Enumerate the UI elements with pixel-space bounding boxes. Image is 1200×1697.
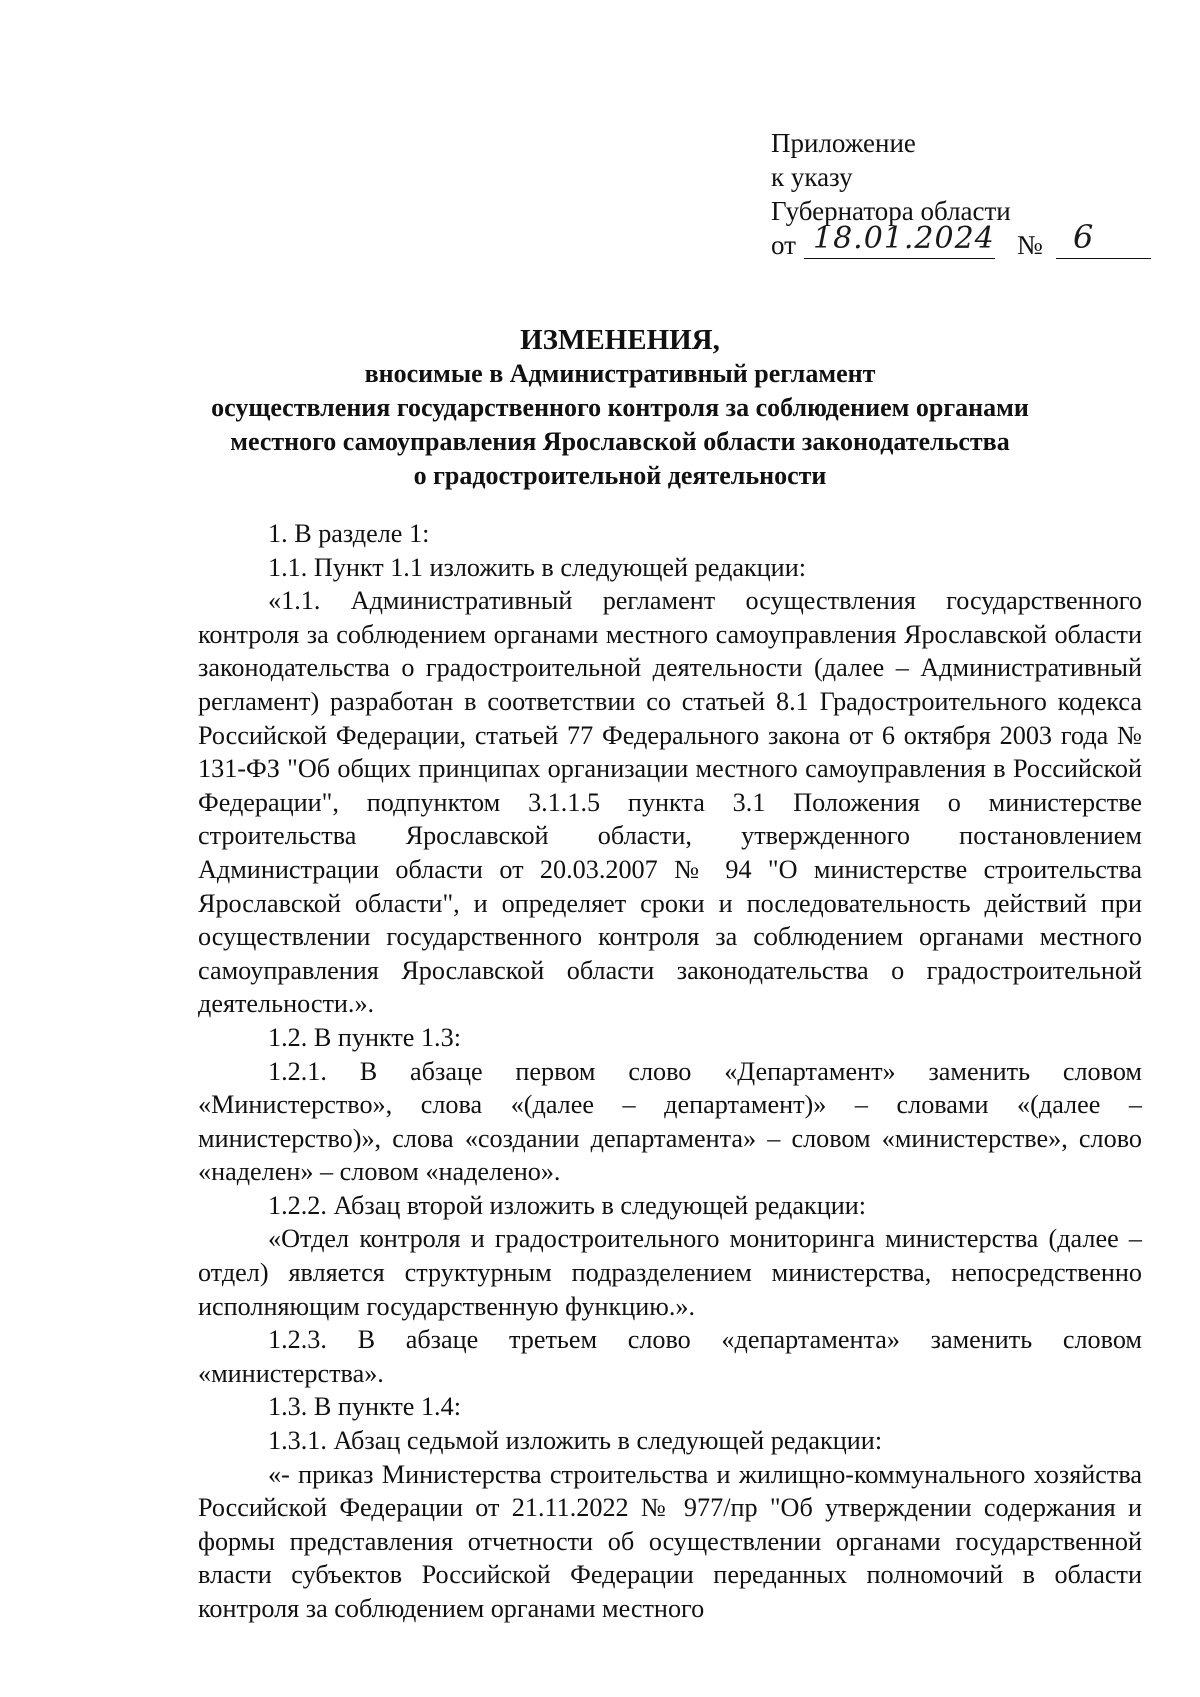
- appendix-date-number-row: [771, 218, 1151, 262]
- title-line-3: местного самоуправления Ярославской области законодательства: [230, 427, 1010, 456]
- appendix-block: [771, 126, 1151, 262]
- title-line-4: о градостроительной деятельности: [413, 461, 827, 490]
- paragraph-1-3-1-text: «- приказ Министерства строительства и жилищно-коммунального хозяйства Российской Федерации от 21.11.2022 № 977/пр "Об утверждении содержания и формы представления отчетности об осуществлении органами государственной власти субъектов Российской Федерации переданных полномочий в области контроля за соблюдением органами местного: [198, 1459, 1142, 1623]
- paragraph-1-1-text: «1.1. Административный регламент осуществления государственного контроля за соблюдением органами местного самоуправления Ярославской области законодательства о градостроительной деятельности (далее – Административный регламент) разработан в соответствии со статьей 8.1 Градостроительного кодекса Российской Федерации, статьей 77 Федерального закона от 6 октября 2003 года № 131-ФЗ "Об общих принципах организации местного самоуправления в Российской Федерации", подпунктом 3.1.1.5 пункта 3.1 Положения о министерстве строительства Ярославской области, утвержденного постановлением Администрации области от 20.03.2007 № 94 "О министерстве строительства Ярославской области", и определяет сроки и последовательность действий при осуществлении государственного контроля за соблюдением органами местного самоуправления Ярославской области законодательства о градостроительной деятельности.».: [198, 586, 1142, 1019]
- paragraph-1-2-1: 1.2.1. В абзаце первом слово «Департамент» заменить словом «Министерство», слова «(далее – департамент)» – словами «(далее – министерство)», слова «создании департамента» – словом «министерстве», слово «наделен» – словом «наделено».: [198, 1056, 1142, 1187]
- paragraph-1-2-2-text: «Отдел контроля и градостроительного мониторинга министерства (далее – отдел) является структурным подразделением министерства, непосредственно исполняющим государственную функцию.».: [198, 1224, 1142, 1321]
- date-label: от: [771, 230, 796, 260]
- appendix-line-2: к указу: [771, 162, 853, 192]
- appendix-line-1: Приложение: [771, 128, 916, 158]
- paragraph-1-2-3: 1.2.3. В абзаце третьем слово «департамента» заменить словом «министерства».: [198, 1325, 1142, 1388]
- handwritten-date: 18.01.2024: [813, 221, 995, 256]
- paragraph-1-3-1: 1.3.1. Абзац седьмой изложить в следующей редакции:: [268, 1426, 883, 1456]
- paragraph-1-2: 1.2. В пункте 1.3:: [268, 1022, 461, 1052]
- paragraph-1-3: 1.3. В пункте 1.4:: [268, 1392, 461, 1422]
- paragraph-1-1: 1.1. Пункт 1.1 изложить в следующей редакции:: [268, 552, 806, 582]
- document-title: [180, 323, 1060, 493]
- paragraph-1: 1. В разделе 1:: [268, 519, 430, 548]
- title-line-2: осуществления государственного контроля за соблюдением органами: [211, 393, 1029, 422]
- document-body: [198, 517, 1142, 1626]
- title-main: ИЗМЕНЕНИЯ,: [520, 324, 720, 356]
- appendix-line-3: Губернатора области: [771, 196, 1011, 226]
- number-label: №: [1017, 230, 1043, 260]
- paragraph-1-2-2: 1.2.2. Абзац второй изложить в следующей редакции:: [268, 1190, 867, 1220]
- handwritten-number: 6: [1073, 218, 1094, 256]
- number-underline: [1056, 230, 1151, 259]
- title-line-1: вносимые в Административный регламент: [364, 359, 876, 388]
